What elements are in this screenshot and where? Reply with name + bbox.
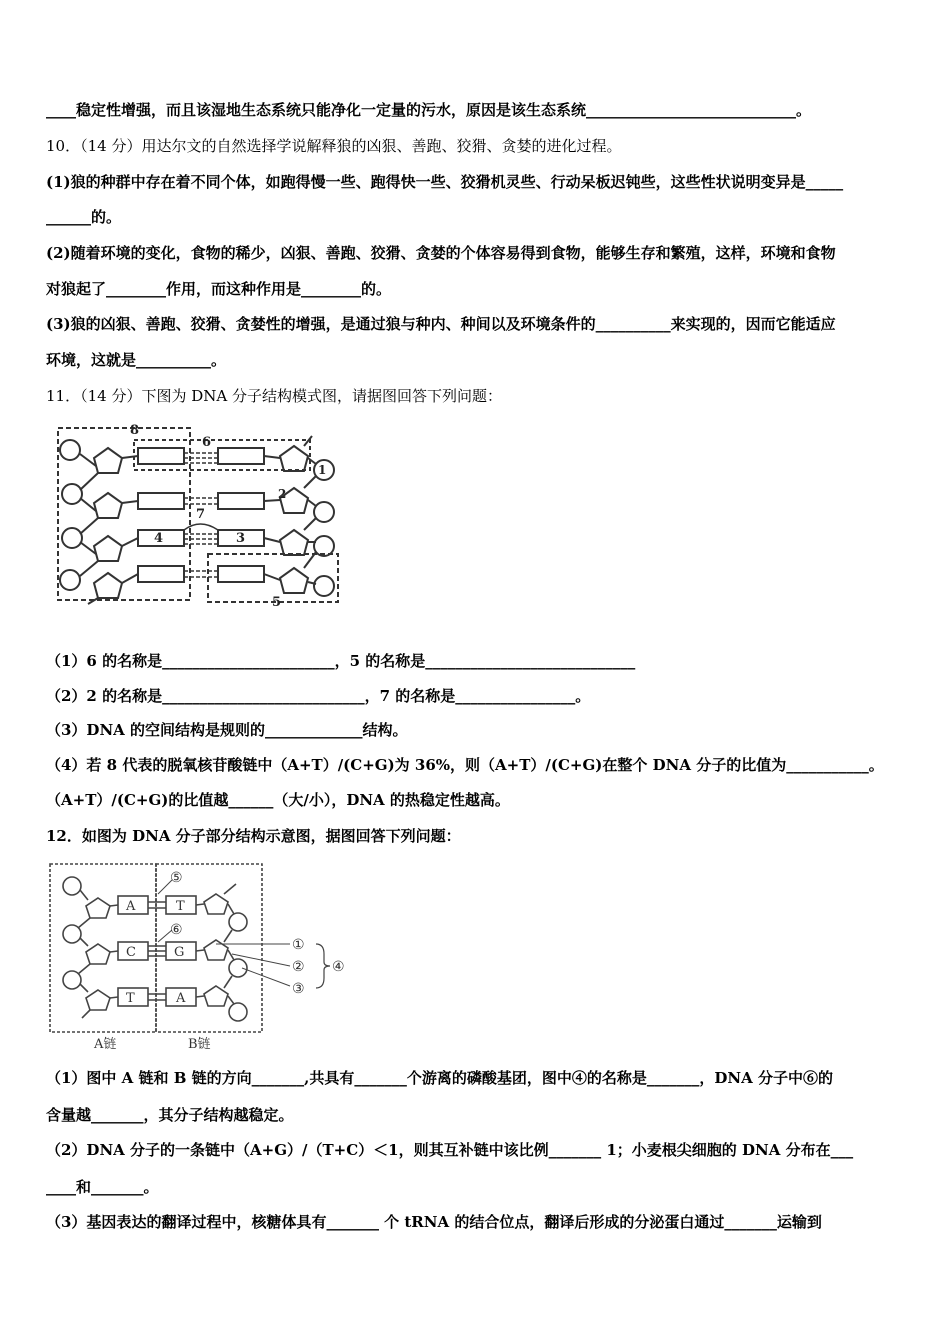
- b-chain-label: B链: [188, 1037, 211, 1052]
- base-a-left: A: [126, 899, 136, 914]
- label-3: ③: [292, 981, 305, 997]
- dna-structure-figure-1: [50, 418, 350, 608]
- question-11-part-2: （2）2 的名称是___________________________，7 的名称是________________。: [46, 687, 591, 705]
- a-chain-label: A链: [94, 1037, 117, 1052]
- question-11-part-3: （3）DNA 的空间结构是规则的_____________结构。: [46, 721, 408, 739]
- question-10-part-2: (2)随着环境的变化，食物的稀少，凶狠、善跑、狡猾、贪婪的个体容易得到食物，能够生存和繁殖，这样，环境和食物: [46, 244, 836, 262]
- label-2: ②: [292, 959, 305, 975]
- question-12-part-2: （2）DNA 分子的一条链中（A+G）/（T+C）＜1，则其互补链中该比例_______ 1；小麦根尖细胞的 DNA 分布在___: [46, 1141, 854, 1159]
- base-pair-dashed-box: [134, 440, 310, 470]
- question-10-part-1-cont: ______的。: [46, 208, 122, 226]
- question-12-part-1: （1）图中 A 链和 B 链的方向_______,共具有_______个游离的磷酸基团，图中④的名称是_______，DNA 分子中⑥的: [46, 1069, 833, 1087]
- question-11-part-1: （1）6 的名称是_______________________，5 的名称是____________________________: [46, 652, 636, 670]
- question-10-heading: 10．（14 分）用达尔文的自然选择学说解释狼的凶狠、善跑、狡猾、贪婪的进化过程。: [46, 137, 622, 155]
- label-1: 1: [318, 463, 327, 477]
- question-10-part-1: (1)狼的种群中存在着不同个体，如跑得慢一些、跑得快一些、狡猾机灵些、行动呆板迟钝些，这些性状说明变异是_____: [46, 173, 844, 191]
- question-10-part-3: (3)狼的凶狠、善跑、狡猾、贪婪性的增强，是通过狼与种内、种间以及环境条件的__________来实现的，因而它能适应: [46, 315, 836, 333]
- label-4: 4: [154, 531, 164, 546]
- text-line-prev-answer: ____稳定性增强，而且该湿地生态系统只能净化一定量的污水，原因是该生态系统____________________________。: [46, 101, 812, 119]
- base-t-left: T: [126, 991, 135, 1006]
- question-12-part-2-cont: ____和_______。: [46, 1178, 159, 1196]
- base-t-right: T: [176, 899, 185, 914]
- label-1: ①: [292, 937, 305, 953]
- label-6: ⑥: [170, 922, 183, 938]
- label-2: 2: [278, 487, 287, 501]
- base-a-right: A: [176, 991, 186, 1006]
- label-5: ⑤: [170, 870, 183, 886]
- question-12-part-3: （3）基因表达的翻译过程中，核糖体具有_______ 个 tRNA 的结合位点，翻译后形成的分泌蛋白通过_______运输到: [46, 1213, 822, 1231]
- dna-structure-figure-2: [46, 858, 356, 1054]
- question-11-part-4: （4）若 8 代表的脱氧核苷酸链中（A+T）/(C+G)为 36%，则（A+T）/(C+G)在整个 DNA 分子的比值为___________。: [46, 756, 884, 774]
- label-4: ④: [332, 959, 345, 975]
- base-c-left: C: [126, 945, 136, 960]
- label-6: 6: [202, 435, 212, 450]
- question-12-part-1-cont: 含量越_______，其分子结构越稳定。: [46, 1106, 294, 1124]
- base-g-right: G: [174, 945, 185, 960]
- label-5: 5: [272, 595, 282, 608]
- question-11-heading: 11．（14 分）下图为 DNA 分子结构模式图，请据图回答下列问题：: [46, 387, 502, 405]
- question-12-heading: 12．如图为 DNA 分子部分结构示意图，据图回答下列问题：: [46, 827, 461, 845]
- label-7: 7: [196, 507, 206, 522]
- question-11-part-5: （A+T）/(C+G)的比值越______（大/小），DNA 的热稳定性越高。: [46, 791, 510, 809]
- label-3: 3: [236, 531, 246, 546]
- question-10-part-3-cont: 环境，这就是__________。: [46, 351, 227, 369]
- label-8: 8: [130, 423, 140, 438]
- question-10-part-2-cont: 对狼起了________作用，而这种作用是________的。: [46, 280, 392, 298]
